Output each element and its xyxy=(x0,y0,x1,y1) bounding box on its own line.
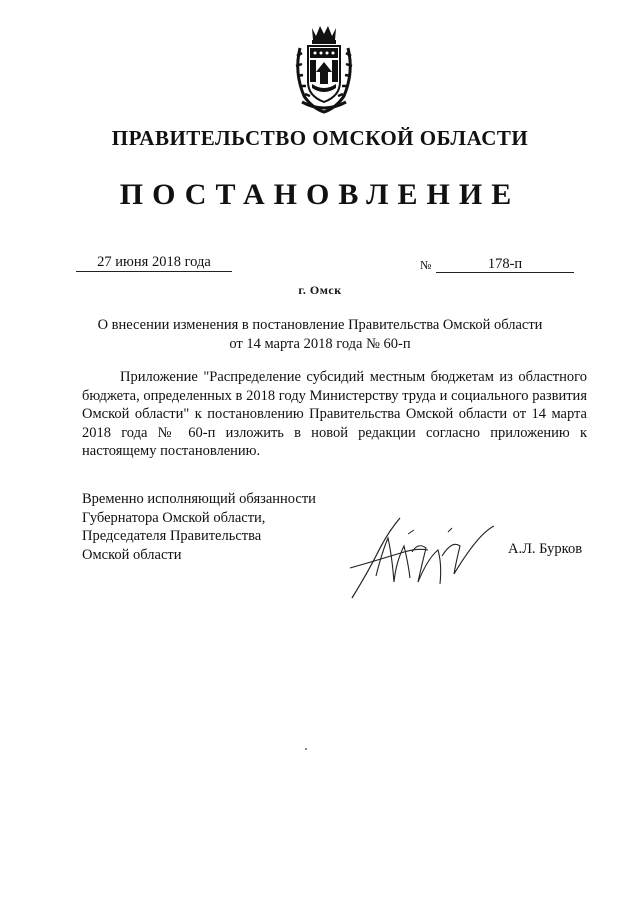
date-underline xyxy=(76,271,232,272)
handwritten-signature-icon xyxy=(348,512,498,604)
signer-name: А.Л. Бурков xyxy=(508,541,583,557)
position-line-2: Губернатора Омской области, xyxy=(82,509,266,526)
document-date: 27 июня 2018 года xyxy=(97,254,211,270)
position-line-3: Председателя Правительства xyxy=(82,528,262,544)
subject-line-2: от 14 марта 2018 года № 60-п xyxy=(229,336,411,352)
document-number: 178-п xyxy=(487,256,523,272)
document-subject xyxy=(60,316,580,354)
number-sign: № xyxy=(420,258,432,272)
organization-title: ПРАВИТЕЛЬСТВО ОМСКОЙ ОБЛАСТИ xyxy=(111,126,529,150)
document-type-title: ПОСТАНОВЛЕНИЕ xyxy=(119,178,521,211)
omsk-oblast-coat-of-arms-icon xyxy=(290,22,358,114)
position-line-1: Временно исполняющий обязанности xyxy=(82,491,316,507)
body-paragraph: Приложение "Распределение субсидий местным бюджетам из областного бюджета, определенных в 2018 году Министерству труда и социального развития Омской области" к постановлению Правительства Омской области от 14 марта 2018 года № 60-п изложить в новой редакции согласно приложению к настоящему постановлению. xyxy=(82,369,587,459)
position-line-4: Омской области xyxy=(82,546,182,563)
signatory-position xyxy=(82,490,316,564)
subject-line-1: О внесении изменения в постановление Правительства Омской области xyxy=(97,317,543,333)
city-label: г. Омск xyxy=(298,283,342,297)
scan-speck xyxy=(305,748,307,750)
number-underline xyxy=(436,272,574,273)
